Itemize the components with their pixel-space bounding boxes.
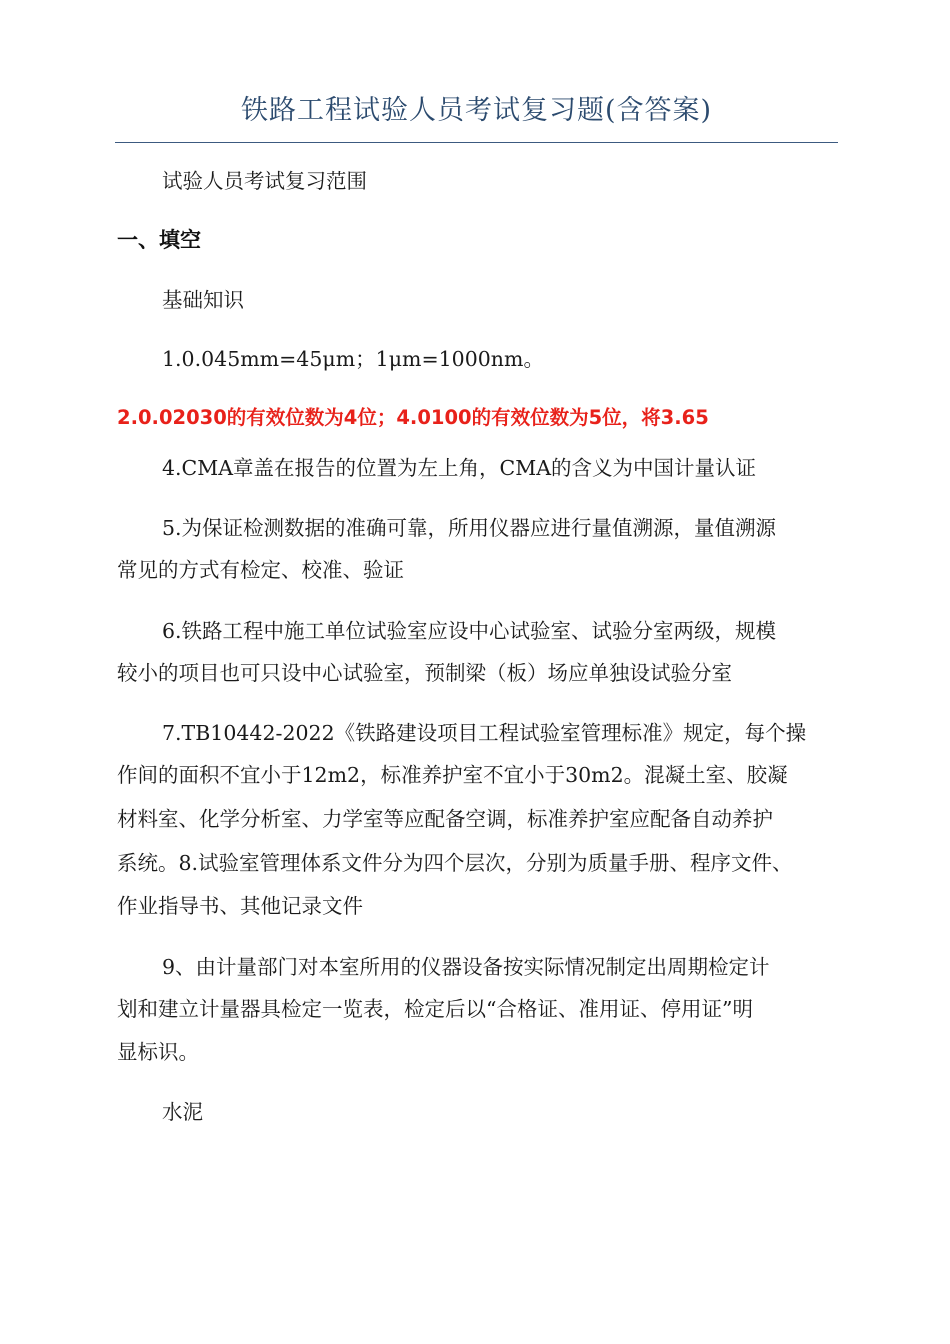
question-2-highlighted: 2.0.02030的有效位数为4位；4.0100的有效位数为5位，将3.65 bbox=[117, 406, 709, 429]
question-7-line-2: 作间的面积不宜小于12m2，标准养护室不宜小于30m2。混凝土室、胶凝 bbox=[117, 763, 788, 787]
question-6-line-1: 6.铁路工程中施工单位试验室应设中心试验室、试验分室两级，规模 bbox=[162, 619, 777, 643]
question-5-line-2: 常见的方式有检定、校准、验证 bbox=[117, 558, 404, 582]
question-7-line-3: 材料室、化学分析室、力学室等应配备空调，标准养护室应配备自动养护 bbox=[117, 807, 773, 831]
question-9-line-1: 9、由计量部门对本室所用的仪器设备按实际情况制定出周期检定计 bbox=[162, 955, 770, 979]
question-9-line-3: 显标识。 bbox=[117, 1040, 199, 1064]
question-5-line-1: 5.为保证检测数据的准确可靠，所用仪器应进行量值溯源，量值溯源 bbox=[162, 516, 777, 540]
title-divider bbox=[115, 142, 838, 143]
question-7-line-1: 7.TB10442-2022《铁路建设项目工程试验室管理标准》规定，每个操 bbox=[162, 721, 807, 745]
question-9-line-2: 划和建立计量器具检定一览表，检定后以“合格证、准用证、停用证”明 bbox=[117, 997, 753, 1021]
section-heading-fill-in: 一、填空 bbox=[117, 228, 201, 252]
question-7-line-4: 系统。8.试验室管理体系文件分为四个层次，分别为质量手册、程序文件、 bbox=[117, 851, 793, 875]
subsection-cement: 水泥 bbox=[162, 1100, 203, 1124]
question-7-line-5: 作业指导书、其他记录文件 bbox=[117, 894, 363, 918]
subtitle: 试验人员考试复习范围 bbox=[162, 169, 367, 193]
question-4: 4.CMA章盖在报告的位置为左上角，CMA的含义为中国计量认证 bbox=[162, 456, 757, 480]
question-6-line-2: 较小的项目也可只设中心试验室，预制梁（板）场应单独设试验分室 bbox=[117, 661, 732, 685]
question-1: 1.0.045mm=45μm；1μm=1000nm。 bbox=[162, 347, 544, 371]
document-title: 铁路工程试验人员考试复习题(含答案) bbox=[240, 95, 713, 126]
subsection-basic-knowledge: 基础知识 bbox=[162, 288, 244, 312]
